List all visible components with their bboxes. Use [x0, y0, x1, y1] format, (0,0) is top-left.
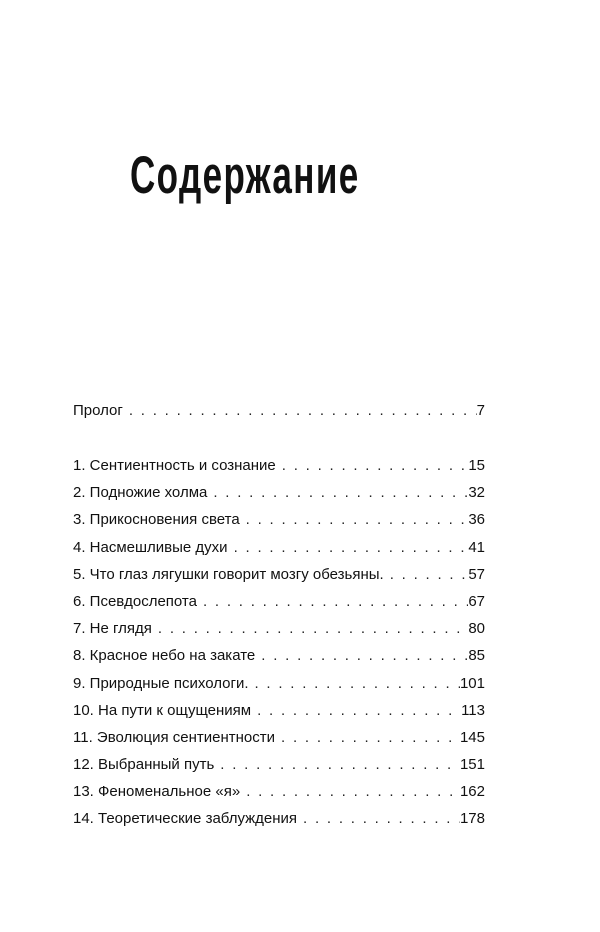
toc-entry — [73, 479, 485, 506]
entry-title: Пролог — [73, 402, 123, 419]
entry-title: 12. Выбранный путь — [73, 756, 215, 774]
toc-entry — [73, 805, 485, 832]
dot-leader — [123, 397, 477, 424]
toc-entry — [73, 561, 485, 588]
entry-title: 11. Эволюция сентиентности — [73, 728, 276, 746]
entry-page: 101 — [459, 674, 485, 692]
toc-entry — [73, 615, 485, 642]
entry-page: 67 — [468, 592, 485, 610]
toc-entry — [73, 670, 485, 697]
toc-entry — [73, 697, 485, 724]
entry-page: 7 — [476, 402, 485, 419]
dot-leader — [152, 615, 468, 642]
entry-title: 14. Теоретические заблуждения — [73, 810, 298, 828]
dot-leader — [384, 561, 469, 588]
entry-page: 145 — [459, 728, 485, 746]
toc-entry — [73, 724, 485, 751]
entry-page: 32 — [468, 484, 485, 502]
entry-page: 41 — [468, 538, 485, 556]
entry-title: 4. Насмешливые духи — [73, 538, 228, 556]
toc-entry — [73, 588, 485, 615]
dot-leader — [240, 778, 460, 805]
toc-entry-prolog — [73, 397, 485, 424]
dot-leader — [255, 642, 468, 669]
entry-title: 1. Сентиентность и сознание — [73, 457, 276, 474]
toc-entry — [73, 506, 485, 533]
entry-page: 36 — [468, 511, 485, 529]
entry-title: 13. Феноменальное «я» — [73, 783, 241, 801]
toc-entry — [73, 534, 485, 561]
page-title: Содержание — [130, 146, 360, 205]
entry-page: 85 — [468, 647, 485, 665]
entry-title: 5. Что глаз лягушки говорит мозгу обезьяны. — [73, 565, 384, 583]
entry-page: 151 — [459, 756, 485, 774]
entry-title: 10. На пути к ощущениям — [73, 701, 252, 719]
entry-title: 9. Природные психологи. — [73, 674, 249, 692]
entry-title: 3. Прикосновения света — [73, 511, 240, 529]
dot-leader — [240, 506, 469, 533]
entry-title: 8. Красное небо на закате — [73, 647, 256, 665]
entry-title: 6. Псевдослепота — [73, 592, 197, 610]
dot-leader — [249, 670, 460, 697]
entry-title: 2. Подножие холма — [73, 484, 208, 502]
toc-entry — [73, 751, 485, 778]
dot-leader — [251, 697, 461, 724]
toc-entry — [73, 778, 485, 805]
dot-leader — [197, 588, 468, 615]
dot-leader — [297, 805, 460, 832]
entry-page: 162 — [459, 783, 485, 801]
entry-page: 15 — [468, 457, 485, 474]
entry-page: 113 — [461, 701, 485, 719]
dot-leader — [275, 724, 460, 751]
dot-leader — [214, 751, 460, 778]
entry-page: 57 — [468, 565, 485, 583]
entry-page: 178 — [459, 810, 485, 828]
dot-leader — [228, 534, 469, 561]
dot-leader — [276, 452, 469, 479]
toc-prolog — [73, 397, 485, 424]
dot-leader — [207, 479, 468, 506]
entry-title: 7. Не глядя — [73, 620, 152, 638]
toc-entry — [73, 642, 485, 669]
entry-page: 80 — [468, 620, 485, 638]
toc-entry — [73, 452, 485, 479]
toc-chapters — [73, 452, 485, 833]
